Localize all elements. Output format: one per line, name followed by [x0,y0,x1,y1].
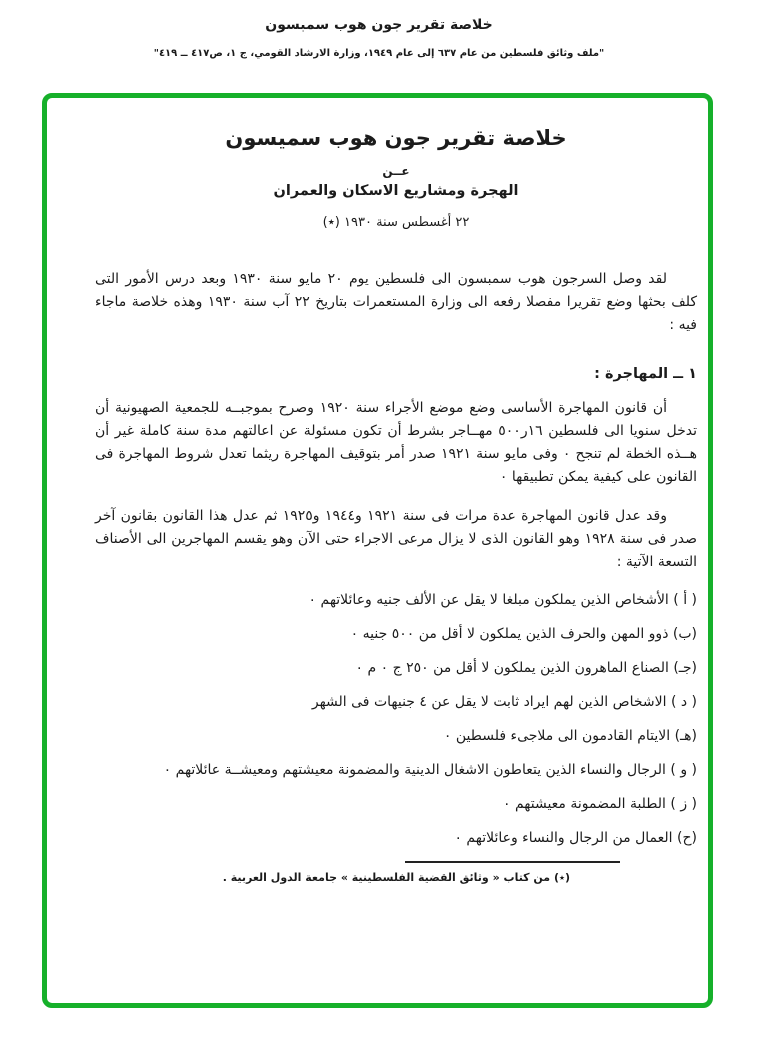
list-item-text: الايتام القادمون الى ملاجىء فلسطين ٠ [443,728,671,745]
list-item [95,657,697,680]
list-item [95,623,697,646]
green-highlight-frame [42,93,713,1008]
list-item-text: الأشخاص الذين يملكون مبلغا لا يقل عن الألف جنيه وعائلاتهم ٠ [308,592,669,609]
list-item-marker: ( د ) [670,694,697,711]
list-item-marker: (ب) [672,626,697,643]
list-item-marker: (جـ) [673,660,697,677]
document-body [47,98,708,886]
list-item-text: الاشخاص الذين لهم ايراد ثابت لا يقل عن ٤ جنيهات فى الشهر [311,694,667,711]
document-title: خلاصة تقرير جون هوب سميسون [225,126,567,150]
list-item-text: الصناع الماهرون الذين يملكون لا أقل من ٢٥٠ ج ٠ م ٠ [355,660,669,677]
section-paragraph-2: وقد عدل قانون المهاجرة عدة مرات فى سنة ١٩٢١ و١٩٤٤ و١٩٢٥ ثم عدل هذا القانون بقانون آخر صدر فى سنة ١٩٢٨ وهو القانون الذى لا يزال مرعى الاجراء حتى الآن وهو يقسم المهاجرين الى الأصناف التسعة الآتية : [95,508,698,571]
list-item [95,725,697,748]
document-preposition: عــن [382,164,410,179]
footnote-separator-rule [405,861,620,863]
list-item [95,759,697,782]
list-item-marker: (ح) [677,830,697,847]
list-item [95,589,697,612]
intro-paragraph: لقد وصل السرجون هوب سمبسون الى فلسطين يوم ٢٠ مايو سنة ١٩٣٠ وبعد درس الأمور التى كلف بحثها وضع تقريرا مفصلا رفعه الى وزارة المستعمرات بتاريخ ٢٢ آب سنة ١٩٣٠ وهذه خلاصة ماجاء فيه : [95,271,697,334]
list-item-marker: ( ز ) [670,796,697,813]
list-item-marker: ( أ ) [673,592,697,609]
header-source-citation: "ملف وثائق فلسطين من عام ٦٣٧ إلى عام ١٩٤٩، وزارة الارشاد القومي، ج ١، ص٤١٧ ــ ٤١٩" [153,48,605,59]
document-subtitle: الهجرة ومشاريع الاسكان والعمران [273,183,519,200]
list-item [95,827,697,850]
list-item [95,691,697,714]
section-paragraph-1: أن قانون المهاجرة الأساسى وضع موضع الأجراء سنة ١٩٢٠ وصرح بموجبــه للجمعية الصهيونية أن تدخل سنويا الى فلسطين ١٦ر٥٠٠ مهــاجر بشرط أن تكون مسئولة عن اعالتهم مدة سنة كاملة غير أن هــذه الخطة لم تنجح ٠ وفى مايو سنة ١٩٢١ صدر أمر بتوقيف المهاجرة ريثما تعدل شروط المهاجرة فى القانون على كيفية يمكن تطبيقها ٠ [95,400,698,486]
list-item [95,793,697,816]
header-title: خلاصة تقرير جون هوب سمبسون [265,17,493,33]
list-item-text: ذوو المهن والحرف الذين يملكون لا أقل من ٥٠٠ جنيه ٠ [350,626,669,643]
list-item-text: الرجال والنساء الذين يتعاطون الاشغال الدينية والمضمونة معيشتهم ومعيشــة عائلاتهم ٠ [163,762,666,779]
document-date-line: ٢٢ أغسطس سنة ١٩٣٠ (٭) [322,215,470,231]
page-header [0,0,758,59]
list-item-marker: (هـ) [674,728,697,745]
footnote-text: (٭) من كتاب « وثائق القضية الفلسطينية » جامعة الدول العربية . [222,871,570,885]
immigrant-categories-list [95,589,697,850]
section-heading-immigration: ١ ــ المهاجرة : [594,366,697,383]
list-item-text: العمال من الرجال والنساء وعائلاتهم ٠ [454,830,673,847]
list-item-text: الطلبة المضمونة معيشتهم ٠ [502,796,666,813]
list-item-marker: ( و ) [670,762,697,779]
